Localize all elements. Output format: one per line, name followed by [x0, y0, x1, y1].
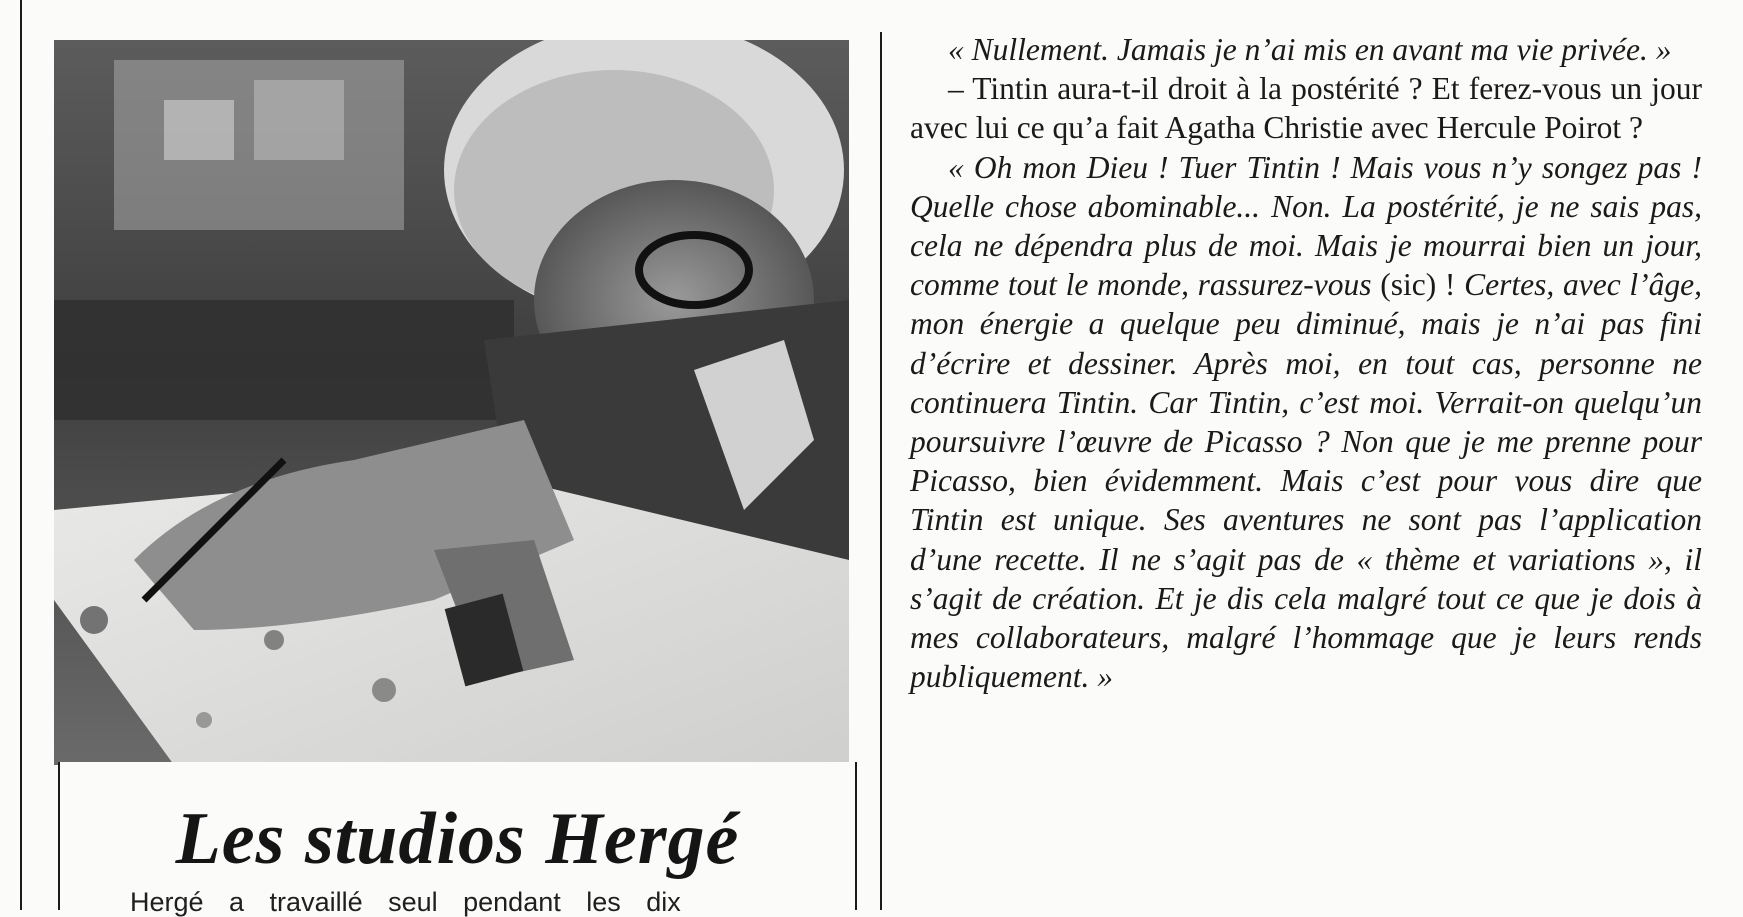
article-paragraph-3-part-a: « Oh mon Dieu ! Tuer Tintin ! Mais vous n’y songez pas ! Quelle chose abominable... Non. La postérité, je ne sais pas, cela ne dépendra plus de moi. Mais je mourrai bien un jour, comme tout le monde, rassurez-vous — [910, 149, 1702, 303]
page-left-rule — [20, 0, 22, 910]
article-column — [910, 30, 1702, 696]
article-paragraph-2: – Tintin aura-t-il droit à la postérité ? Et ferez-vous un jour avec lui ce qu’a fait Agatha Christie avec Hercule Poirot ? — [910, 71, 1702, 146]
caption-title: Les studios Hergé — [175, 798, 740, 880]
column-divider — [880, 32, 882, 910]
article-paragraph-3-part-b: Certes, avec l’âge, mon énergie a quelque peu diminué, mais je n’ai pas fini d’écrire et dessiner. Après moi, en tout cas, personne ne continuera Tintin. Car Tintin, c’est moi. Verrait-on quelqu’un poursuivre l’œuvre de Picasso ? Non que je me prenne pour Picasso, bien évidemment. Mais c’est pour vous dire que Tintin est unique. Ses aventures ne sont pas l’application d’une recette. Il ne s’agit pas de « thème et variations », il s’agit de création. Et je dis cela malgré tout ce que je dois à mes collaborateurs, malgré l’hommage que je leurs rends publiquement. » — [910, 267, 1702, 695]
photo-herge-drawing-icon — [54, 40, 849, 765]
article-sic-note: (sic) ! — [1371, 267, 1465, 303]
caption-intro: Hergé a travaillé seul pendant les dix — [130, 887, 681, 917]
caption-box — [58, 762, 857, 917]
herge-photo — [54, 40, 849, 765]
article-paragraph-1: « Nullement. Jamais je n’ai mis en avant ma vie privée. » — [948, 32, 1672, 67]
article-paragraph-3 — [910, 148, 1702, 697]
